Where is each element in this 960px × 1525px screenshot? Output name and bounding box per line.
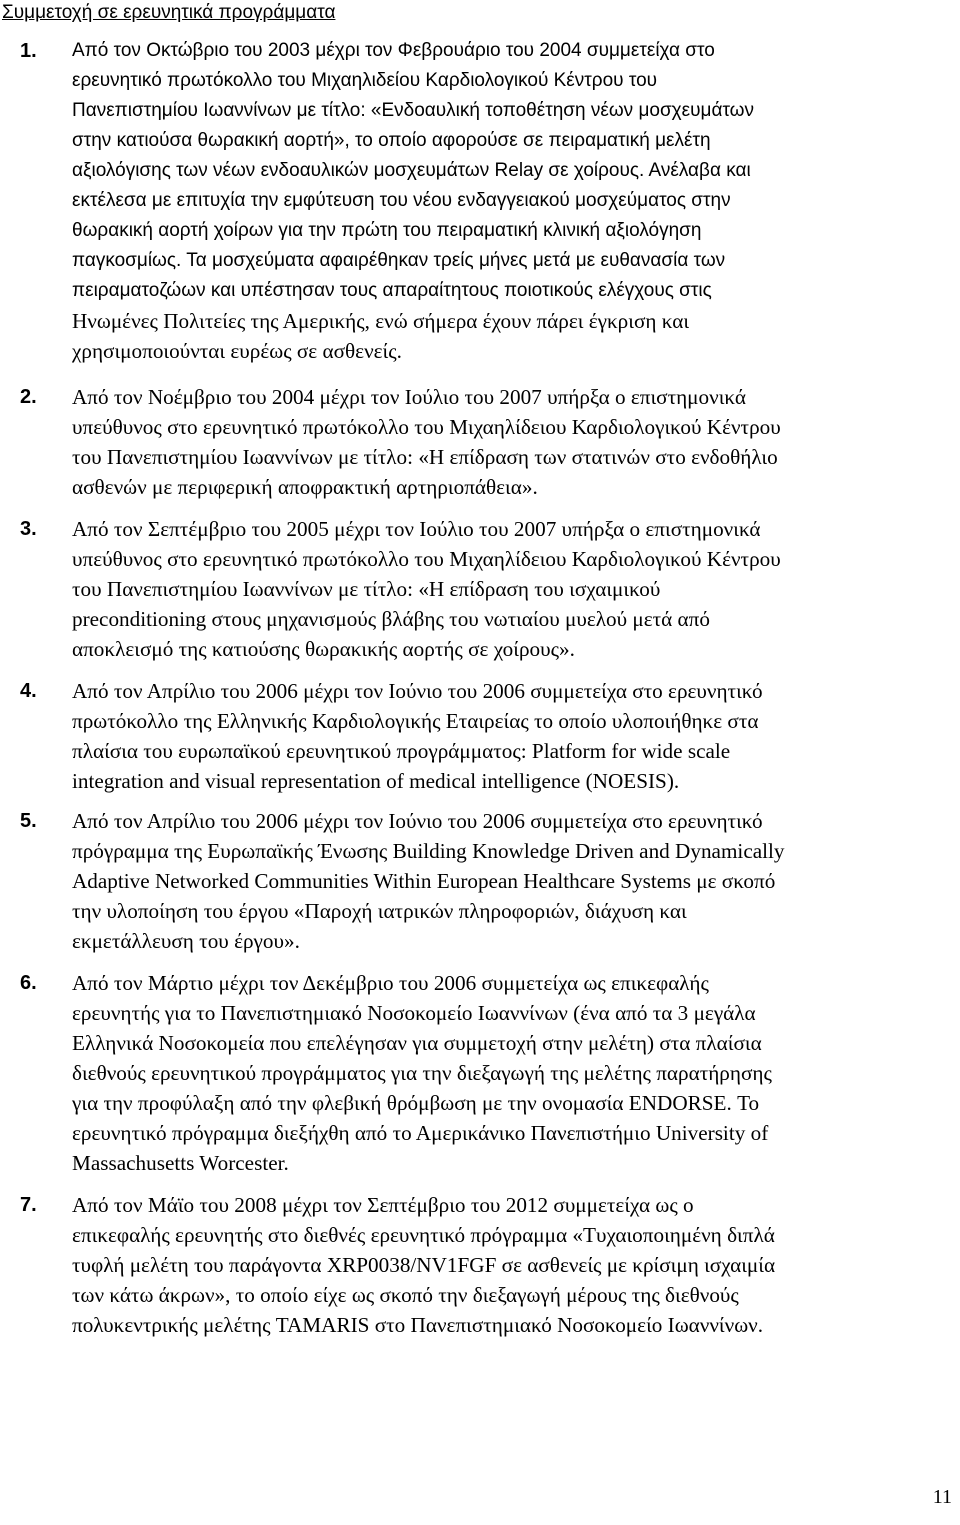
item-text (72, 806, 957, 956)
item-number: 5. (20, 810, 37, 832)
text-line: επικεφαλής ερευνητής στο διεθνές ερευνητικό πρόγραμμα «Τυχαιοποιημένη διπλά (72, 1223, 775, 1247)
text-line: πρόγραμμα της Ευρωπαϊκής Ένωσης Building Knowledge Driven and Dynamically (72, 839, 785, 863)
text-line: πρωτόκολλο της Ελληνικής Καρδιολογικής Εταιρείας το οποίο υλοποιήθηκε στα (72, 709, 759, 733)
text-line: παγκοσμίως. Τα μοσχεύματα αφαιρέθηκαν τρείς μήνες μετά με ευθανασία των (72, 250, 726, 271)
item-text (72, 676, 957, 796)
text-line: τυφλή μελέτη του παράγοντα XRP0038/NV1FGF σε ασθενείς με κρίσιμη ισχαιμία (72, 1253, 776, 1277)
text-line: Ελληνικά Νοσοκομεία που επελέγησαν για συμμετοχή στην μελέτη) στα πλαίσια (72, 1031, 762, 1055)
text-line: Από τον Μάϊο του 2008 μέχρι τον Σεπτέμβριο του 2012 συμμετείχα ως ο (72, 1193, 694, 1217)
item-number: 4. (20, 680, 37, 702)
text-line: αξιολόγισης των νέων ενδοαυλικών μοσχευμάτων Relay σε χοίρους. Ανέλαβα και (72, 160, 751, 181)
text-line: του Πανεπιστημίου Ιωαννίνων με τίτλο: «Η επίδραση των στατινών στο ενδοθήλιο (72, 445, 778, 469)
item-text (72, 36, 957, 366)
text-line: για την προφύλαξη από την φλεβική θρόμβωση με την ονομασία ENDORSE. Το (72, 1091, 760, 1115)
text-line: πειραματοζώων και υπέστησαν τους απαραίτητους ποιοτικούς ελέγχους στις (72, 280, 712, 301)
text-line: ασθενών με περιφερική αποφρακτική αρτηριοπάθεια». (72, 475, 538, 499)
text-line: Από τον Οκτώβριο του 2003 μέχρι τον Φεβρουάριο του 2004 συμμετείχα στο (72, 40, 715, 61)
item-number: 7. (20, 1194, 37, 1216)
text-line: υπεύθυνος στο ερευνητικό πρωτόκολλο του Μιχαηλίδειου Καρδιολογικού Κέντρου (72, 547, 781, 571)
text-line: εκτέλεσα με επιτυχία την εμφύτευση του νέου ενδαγγειακού μοσχεύματος στην (72, 190, 731, 211)
item-text (72, 1190, 957, 1340)
text-line: Από τον Απρίλιο του 2006 μέχρι τον Ιούνιο του 2006 συμμετείχα στο ερευνητικό (72, 679, 763, 703)
text-line: του Πανεπιστημίου Ιωαννίνων με τίτλο: «Η επίδραση του ισχαιμικού (72, 577, 661, 601)
item-text (72, 382, 957, 502)
text-line: χρησιμοποιούνται ευρέως σε ασθενείς. (72, 339, 402, 363)
text-line: εκμετάλλευση του έργου». (72, 929, 300, 953)
text-line: Από τον Νοέμβριο του 2004 μέχρι τον Ιούλιο του 2007 υπήρξα ο επιστημονικά (72, 385, 746, 409)
text-line: υπεύθυνος στο ερευνητικό πρωτόκολλο του Μιχαηλίδειου Καρδιολογικού Κέντρου (72, 415, 781, 439)
item-number: 2. (20, 386, 37, 408)
text-line: αποκλεισμό της κατιούσης θωρακικής αορτής σε χοίρους». (72, 637, 575, 661)
text-line: Massachusetts Worcester. (72, 1151, 289, 1175)
text-line: Από τον Μάρτιο μέχρι τον Δεκέμβριο του 2006 συμμετείχα ως επικεφαλής (72, 971, 709, 995)
text-line: ερευνητής για το Πανεπιστημιακό Νοσοκομείο Ιωαννίνων (ένα από τα 3 μεγάλα (72, 1001, 756, 1025)
text-line: πλαίσια του ευρωπαϊκού ερευνητικού προγράμματος: Platform for wide scale (72, 739, 731, 763)
text-line: των κάτω άκρων», το οποίο είχε ως σκοπό την διεξαγωγή μέρους της διεθνούς (72, 1283, 739, 1307)
text-line: Ηνωμένες Πολιτείες της Αμερικής, ενώ σήμερα έχουν πάρει έγκριση και (72, 309, 690, 333)
text-line: ερευνητικό πρωτόκολλο του Μιχαηλιδείου Καρδιολογικού Κέντρου του (72, 70, 658, 91)
item-number: 1. (20, 40, 37, 62)
text-line: θωρακική αορτή χοίρων για την πρώτη του πειραματική κλινική αξιολόγηση (72, 220, 702, 241)
item-number: 6. (20, 972, 37, 994)
item-number: 3. (20, 518, 37, 540)
text-line: Adaptive Networked Communities Within European Healthcare Systems με σκοπό (72, 869, 776, 893)
text-line: την υλοποίηση του έργου «Παροχή ιατρικών πληροφοριών, διάχυση και (72, 899, 687, 923)
text-line: στην κατιούσα θωρακική αορτή», το οποίο αφορούσε σε πειραματική μελέτη (72, 130, 711, 151)
text-line: Από τον Απρίλιο του 2006 μέχρι τον Ιούνιο του 2006 συμμετείχα στο ερευνητικό (72, 809, 763, 833)
text-line: διεθνούς ερευνητικού προγράμματος για την διεξαγωγή της μελέτης παρατήρησης (72, 1061, 772, 1085)
item-text (72, 514, 957, 664)
text-line: Από τον Σεπτέμβριο του 2005 μέχρι τον Ιούλιο του 2007 υπήρξα ο επιστημονικά (72, 517, 761, 541)
text-line: preconditioning στους μηχανισμούς βλάβης του νωτιαίου μυελού μετά από (72, 607, 710, 631)
item-text (72, 968, 957, 1178)
text-line: πολυκεντρικής μελέτης TAMARIS στο Πανεπιστημιακό Νοσοκομείο Ιωαννίνων. (72, 1313, 764, 1337)
text-line: ερευνητικό πρόγραμμα διεξήχθη από το Αμερικάνικο Πανεπιστήμιο University of (72, 1121, 769, 1145)
page-number: 11 (932, 1486, 952, 1508)
text-line: Πανεπιστημίου Ιωαννίνων με τίτλο: «Ενδοαυλική τοποθέτηση νέων μοσχευμάτων (72, 100, 755, 121)
section-heading: Συμμετοχή σε ερευνητικά προγράμματα (2, 2, 336, 23)
text-line: integration and visual representation of medical intelligence (NOESIS). (72, 769, 680, 793)
